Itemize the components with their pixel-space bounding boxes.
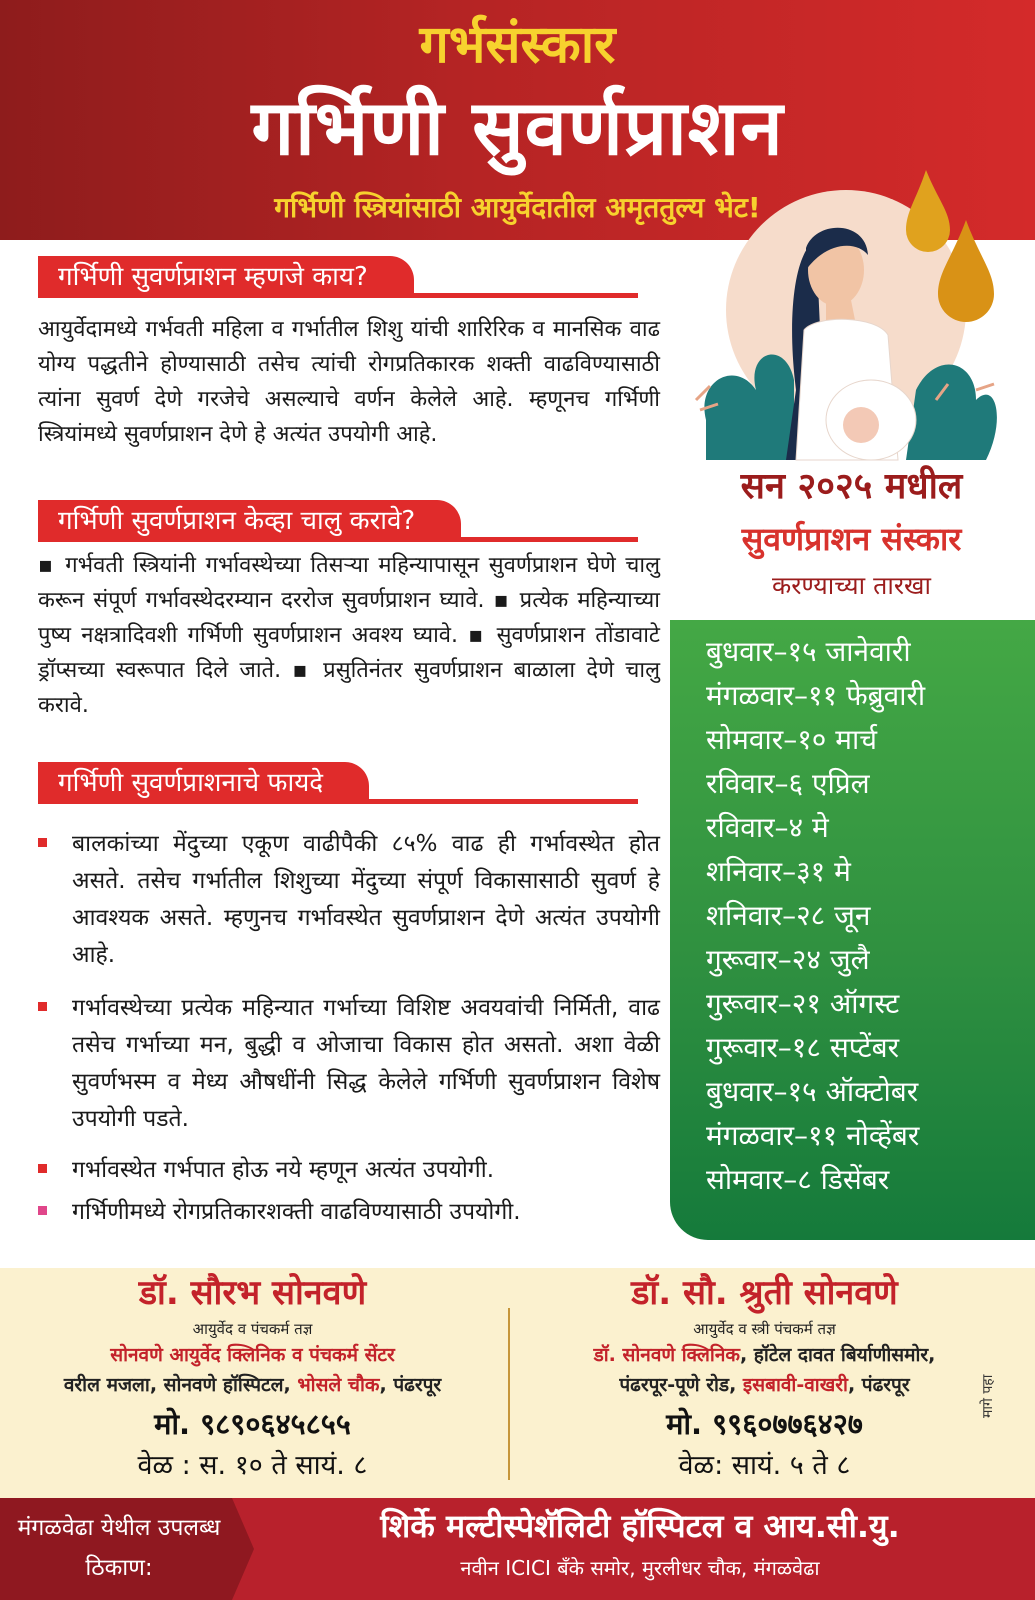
schedule-caption: करण्याच्या तारखा xyxy=(772,571,931,600)
section-when-text: ▪ गर्भवती स्त्रियांनी गर्भावस्थेच्या तिसऱ्या महिन्यापासून सुवर्णप्राशन घेणे चालु करून संपूर्ण गर्भावस्थेदरम्यान दररोज सुवर्णप्राशन घ्यावे. ▪ प्रत्येक महिन्याच्या पुष्य नक्षत्रादिवशी गर्भिणी सुवर्णप्राशन अवश्य घ्यावे. ▪ सुवर्णप्राशन तोंडावाटे ड्रॉप्सच्या स्वरूपात दिले जाते. ▪ प्रसुतिनंतर सुवर्णप्राशन बाळाला देणे चालु करावे. xyxy=(38,553,660,718)
bullet-square-icon xyxy=(38,1002,47,1011)
date-item: मंगळवार–११ नोव्हेंबर xyxy=(706,1119,920,1152)
dates-panel xyxy=(670,620,1035,1240)
date-item: बुधवार–१५ जानेवारी xyxy=(706,635,911,668)
divider xyxy=(38,799,638,804)
date-item: शनिवार–३१ मे xyxy=(706,855,851,888)
footer-hospital-address: नवीन ICICI बँके समोर, मुरलीधर चौक, मंगळवेढा xyxy=(460,1556,820,1580)
date-item: बुधवार–१५ ऑक्टोबर xyxy=(706,1075,919,1108)
bullet-square-icon xyxy=(38,1206,47,1215)
date-item: गुरूवार–१८ सप्टेंबर xyxy=(706,1031,900,1064)
doctor2-clinic: डॉ. सोनवणे क्लिनिक, हॉटेल दावत बिर्याणीसमोर, xyxy=(593,1344,936,1366)
date-item: गुरूवार–२४ जुलै xyxy=(706,943,870,976)
section-what-text: आयुर्वेदामध्ये गर्भवती महिला व गर्भातील शिशु यांची शारिरिक व मानसिक वाढ योग्य पद्धतीने होण्यासाठी तसेच त्यांची रोगप्रतिकारक शक्ती वाढविण्यासाठी त्यांना सुवर्ण देणे गरजेचे असल्याचे वर्णन केलेले आहे. म्हणूनच गर्भिणी स्त्रियांमध्ये सुवर्णप्राशन देणे हे अत्यंत उपयोगी आहे. xyxy=(38,317,660,447)
doctor2-address: पंढरपूर-पूणे रोड, इसबावी-वाखरी, पंढरपूर xyxy=(619,1374,910,1396)
date-item: शनिवार–२८ जून xyxy=(706,899,871,932)
baby-icon xyxy=(843,407,879,443)
schedule-subtitle: सुवर्णप्राशन संस्कार xyxy=(741,520,962,558)
doctor-divider xyxy=(508,1308,510,1480)
doctor2-qualification: आयुर्वेद व स्त्री पंचकर्म तज्ञ xyxy=(693,1320,836,1338)
doctor2-phone[interactable]: मो. ९९६०७७६४२७ xyxy=(666,1407,863,1441)
doctor1-clinic: सोनवणे आयुर्वेद क्लिनिक व पंचकर्म सेंटर xyxy=(110,1344,395,1366)
date-item: रविवार–४ मे xyxy=(706,811,829,844)
pregnant-woman-illustration xyxy=(676,160,1016,480)
see-back-note: मागे पहा xyxy=(980,1374,996,1418)
list-item: गर्भावस्थेत गर्भपात होऊ नये म्हणून अत्यंत उपयोगी. xyxy=(38,1152,660,1189)
list-item: गर्भावस्थेच्या प्रत्येक महिन्यात गर्भाच्या विशिष्ट अवयवांची निर्मिती, वाढ तसेच गर्भाच्या मन, बुद्धी व ओजाचा विकास होत असतो. अशा वेळी सुवर्णभस्म व मेध्य औषधींनी सिद्ध केलेले गर्भिणी सुवर्णप्राशन विशेष उपयोगी पडते. xyxy=(38,990,660,1138)
doctor2-timing: वेळ: सायं. ५ ते ८ xyxy=(678,1450,851,1481)
section-heading-label: गर्भिणी सुवर्णप्राशन केव्हा चालु करावे? xyxy=(38,500,461,542)
bullet-square-icon xyxy=(38,838,47,847)
section-heading-label: गर्भिणी सुवर्णप्राशनाचे फायदे xyxy=(38,762,369,804)
arrow-right-icon xyxy=(232,1498,254,1600)
date-item: सोमवार–१० मार्च xyxy=(706,723,877,756)
footer-location-label: मंगळवेढा येथील उपलब्ध ठिकाण: xyxy=(17,1515,221,1581)
doctor1-name: डॉ. सौरभ सोनवणे xyxy=(138,1273,367,1313)
list-item: गर्भिणीमध्ये रोगप्रतिकारशक्ती वाढविण्यासाठी उपयोगी. xyxy=(38,1194,660,1231)
doctor2-name: डॉ. सौ. श्रुती सोनवणे xyxy=(631,1273,898,1313)
gold-drop-icon xyxy=(906,170,950,252)
section-heading-label: गर्भिणी सुवर्णप्राशन म्हणजे काय? xyxy=(38,256,414,298)
doctor1-timing: वेळ : स. १० ते सायं. ८ xyxy=(137,1450,368,1481)
date-item: रविवार–६ एप्रिल xyxy=(706,767,870,800)
divider xyxy=(38,537,638,542)
date-item: सोमवार–८ डिसेंबर xyxy=(706,1163,890,1196)
section-when-heading xyxy=(38,500,638,542)
doctor1-address: वरील मजला, सोनवणे हॉस्पिटल, भोसले चौक, पंढरपूर xyxy=(63,1374,442,1396)
bullet-square-icon xyxy=(38,1164,47,1173)
date-item: मंगळवार–११ फेब्रुवारी xyxy=(706,679,926,712)
section-what-heading xyxy=(38,256,638,298)
divider xyxy=(38,293,638,298)
doctor1-phone[interactable]: मो. ९८९०६४५८५५ xyxy=(154,1407,351,1441)
header-tagline: गर्भिणी स्त्रियांसाठी आयुर्वेदातील अमृततुल्य भेट! xyxy=(274,191,761,224)
schedule-title: सन २०२५ मधील xyxy=(740,466,963,507)
section-benefits-heading xyxy=(38,762,638,804)
date-item: गुरूवार–२१ ऑगस्ट xyxy=(706,987,900,1020)
footer-hospital-name: शिर्के मल्टीस्पेशॅलिटी हॉस्पिटल व आय.सी.यु. xyxy=(380,1507,900,1545)
doctor1-qualification: आयुर्वेद व पंचकर्म तज्ञ xyxy=(192,1320,313,1338)
page-title: गर्भिणी सुवर्णप्राशन xyxy=(251,83,784,172)
header-kicker: गर्भसंस्कार xyxy=(419,15,616,75)
list-item: बालकांच्या मेंदुच्या एकूण वाढीपैकी ८५% वाढ ही गर्भावस्थेत होत असते. तसेच गर्भातील शिशुच्या मेंदुच्या संपूर्ण विकासासाठी सुवर्ण हे आवश्यक असते. म्हणुनच गर्भावस्थेत सुवर्णप्राशन देणे अत्यंत उपयोगी आहे. xyxy=(38,826,660,974)
